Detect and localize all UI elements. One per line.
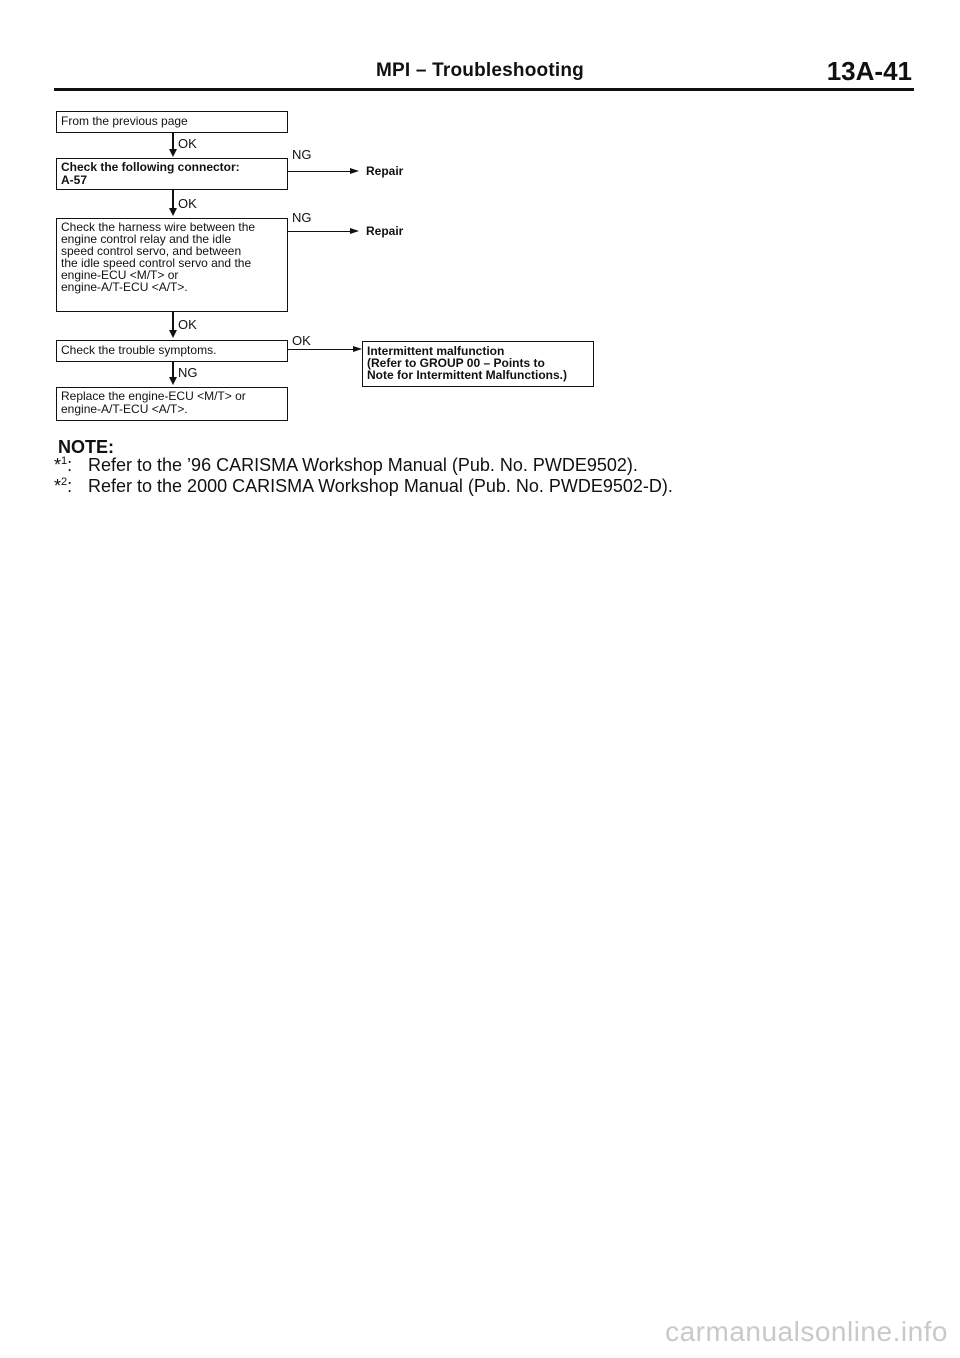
- ng-label: NG: [178, 365, 198, 380]
- connector-line: [172, 190, 174, 209]
- arrow-down-icon: [169, 330, 177, 338]
- arrow-right-icon: [350, 168, 359, 174]
- connector-line: [288, 171, 350, 172]
- page-title: MPI – Troubleshooting: [376, 60, 584, 81]
- note-text: Refer to the 2000 CARISMA Workshop Manual (Pub. No. PWDE9502-D).: [88, 476, 673, 496]
- ok-label: OK: [178, 196, 197, 211]
- page-number: 13A-41: [826, 56, 912, 86]
- arrow-down-icon: [169, 208, 177, 216]
- note-item-1: [54, 455, 638, 476]
- watermark: carmanualsonline.info: [665, 1316, 948, 1347]
- box-check-connector: Check the following connector: A-57: [56, 158, 288, 190]
- ng-label: NG: [292, 147, 312, 162]
- connector-line: [172, 312, 174, 331]
- box-replace-ecu: Replace the engine-ECU <M/T> or engine-A/T-ECU <A/T>.: [56, 387, 288, 421]
- arrow-right-icon: [353, 346, 362, 352]
- box-intermittent-malfunction: Intermittent malfunction (Refer to GROUP 00 – Points to Note for Intermittent Malfunctions.): [362, 341, 594, 387]
- arrow-down-icon: [169, 149, 177, 157]
- repair-label: Repair: [366, 164, 404, 178]
- box-check-harness: Check the harness wire between the engine control relay and the idle speed control servo, and between the idle speed control servo and the engine-ECU <M/T> or engine-A/T-ECU <A/T>.: [56, 218, 288, 312]
- arrow-right-icon: [350, 228, 359, 234]
- connector-line: [172, 362, 174, 378]
- connector-line: [172, 133, 174, 150]
- ok-label: OK: [178, 317, 197, 332]
- connector-line: [288, 349, 353, 350]
- note-marker: *$^2$:: [54, 476, 73, 496]
- ng-label: NG: [292, 210, 312, 225]
- box-check-symptoms: Check the trouble symptoms.: [56, 340, 288, 362]
- repair-label: Repair: [366, 224, 404, 238]
- note-item-2: [54, 476, 673, 497]
- note-text: Refer to the ’96 CARISMA Workshop Manual (Pub. No. PWDE9502).: [88, 455, 638, 475]
- note-title: NOTE:: [58, 437, 114, 457]
- ok-label: OK: [292, 333, 311, 348]
- arrow-down-icon: [169, 377, 177, 385]
- ok-label: OK: [178, 136, 197, 151]
- header-rule: [54, 88, 914, 91]
- note-marker: *$^1$:: [54, 455, 73, 475]
- box-previous-page: From the previous page: [56, 111, 288, 133]
- connector-line: [288, 231, 350, 232]
